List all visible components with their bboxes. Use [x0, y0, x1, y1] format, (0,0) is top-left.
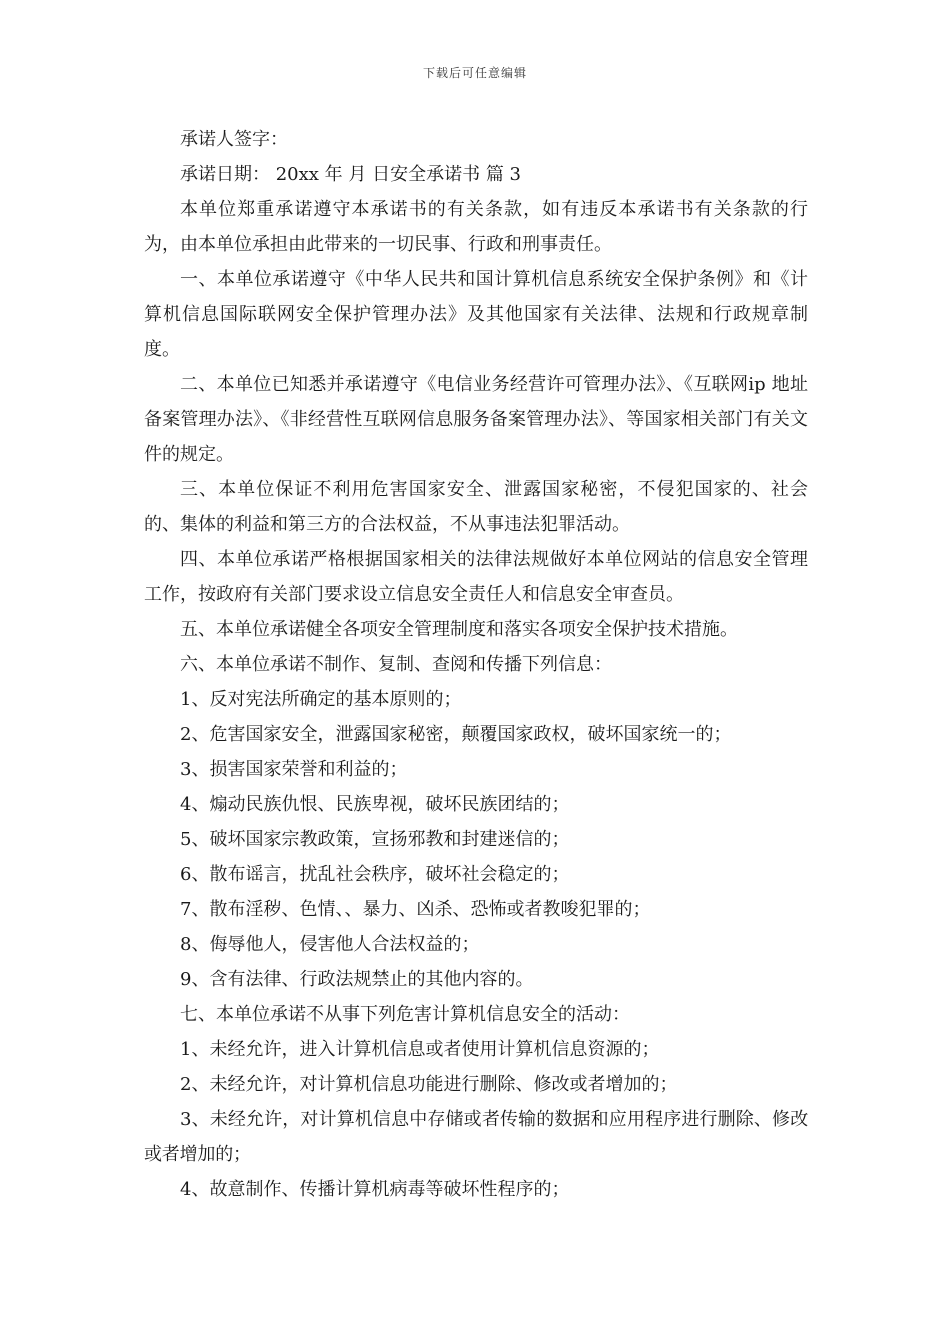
paragraph-signature: 承诺人签字：	[180, 129, 288, 150]
paragraph-intro: 本单位郑重承诺遵守本承诺书的有关条款，如有违反本承诺书有关条款的行为，由本单位承担由此带来的一切民事、行政和刑事责任。	[144, 199, 808, 255]
list-item: 5、破坏国家宗教政策，宣扬邪教和封建迷信的；	[180, 829, 570, 850]
page-header: 下载后可任意编辑	[422, 66, 527, 80]
paragraph-date-title: 承诺日期： 20xx 年 月 日安全承诺书 篇 3	[180, 164, 521, 185]
list-item: 7、散布淫秽、色情、、暴力、凶杀、恐怖或者教唆犯罪的；	[180, 899, 651, 920]
list-item: 1、反对宪法所确定的基本原则的；	[180, 689, 462, 710]
paragraph-clause-4: 四、本单位承诺严格根据国家相关的法律法规做好本单位网站的信息安全管理工作，按政府有关部门要求设立信息安全责任人和信息安全审查员。	[144, 549, 808, 605]
paragraph-clause-5: 五、本单位承诺健全各项安全管理制度和落实各项安全保护技术措施。	[180, 619, 738, 640]
list-item: 3、未经允许，对计算机信息中存储或者传输的数据和应用程序进行删除、修改或者增加的；	[144, 1109, 808, 1165]
document-body	[144, 122, 808, 1207]
paragraph-clause-3: 三、本单位保证不利用危害国家安全、泄露国家秘密，不侵犯国家的、社会的、集体的利益和第三方的合法权益，不从事违法犯罪活动。	[144, 479, 808, 535]
paragraph-clause-1: 一、本单位承诺遵守《中华人民共和国计算机信息系统安全保护条例》和《计算机信息国际联网安全保护管理办法》及其他国家有关法律、法规和行政规章制度。	[144, 269, 808, 360]
list-item: 4、故意制作、传播计算机病毒等破坏性程序的；	[180, 1179, 570, 1200]
list-item: 2、危害国家安全，泄露国家秘密，颠覆国家政权，破坏国家统一的；	[180, 724, 732, 745]
list-item: 3、损害国家荣誉和利益的；	[180, 759, 408, 780]
list-item: 1、未经允许，进入计算机信息或者使用计算机信息资源的；	[180, 1039, 660, 1060]
paragraph-clause-6: 六、本单位承诺不制作、复制、查阅和传播下列信息：	[180, 654, 612, 675]
list-item: 4、煽动民族仇恨、民族卑视，破坏民族团结的；	[180, 794, 570, 815]
list-item: 6、散布谣言，扰乱社会秩序，破坏社会稳定的；	[180, 864, 570, 885]
paragraph-clause-2: 二、本单位已知悉并承诺遵守《电信业务经营许可管理办法》、《互联网ip 地址备案管理办法》、《非经营性互联网信息服务备案管理办法》、等国家相关部门有关文件的规定。	[144, 374, 808, 465]
list-item: 2、未经允许，对计算机信息功能进行删除、修改或者增加的；	[180, 1074, 678, 1095]
paragraph-clause-7: 七、本单位承诺不从事下列危害计算机信息安全的活动：	[180, 1004, 630, 1025]
list-item: 8、侮辱他人，侵害他人合法权益的；	[180, 934, 480, 955]
list-item: 9、含有法律、行政法规禁止的其他内容的。	[180, 969, 534, 990]
